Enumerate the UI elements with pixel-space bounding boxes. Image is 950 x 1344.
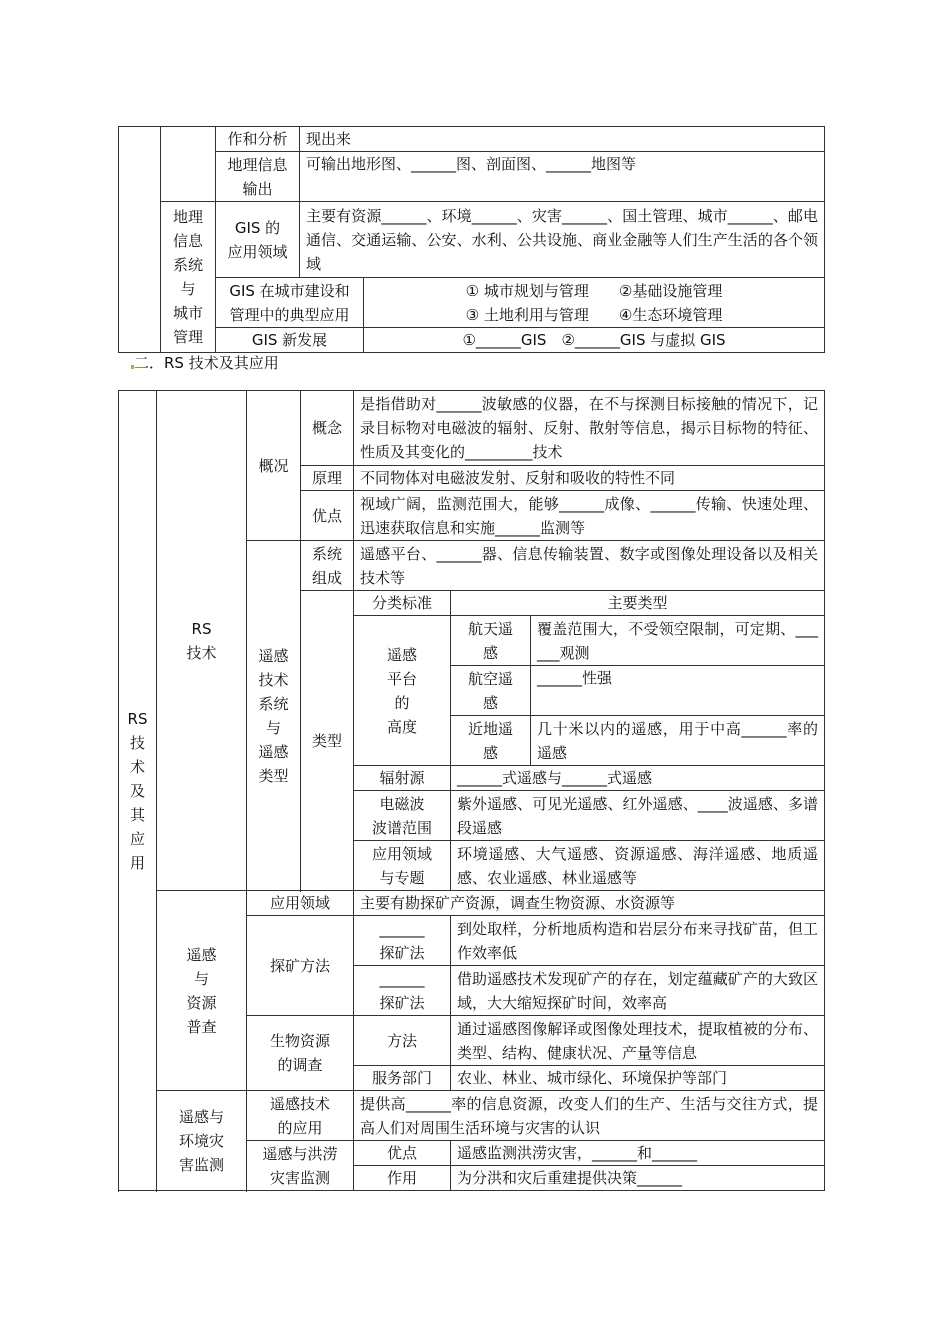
concept-content: 是指借助对______波敏感的仪器，在不与探测目标接触的情况下，记录目标物对电磁波的辐射、反射、散射等信息，揭示目标物的特征、性质及其变化的_________技术	[354, 391, 825, 466]
near-rs-content: 几十米以内的遥感，用于中高______率的遥感	[531, 716, 825, 766]
prospect-m2-label: ______ 探矿法	[354, 966, 451, 1016]
flood-adv-label: 优点	[354, 1141, 451, 1166]
system-content: 遥感平台、______器、信息传输装置、数字或图像处理设备以及相关技术等	[354, 541, 825, 591]
bio-method-label: 方法	[354, 1016, 451, 1066]
prospect-m1-label: ______ 探矿法	[354, 916, 451, 966]
app-domain-content: 主要有勘探矿产资源，调查生物资源、水资源等	[354, 891, 825, 916]
rs-root-label: RS 技 术 及 其 应 用	[119, 391, 157, 1191]
prospect-m2-content: 借助遥感技术发现矿产的存在，划定蕴藏矿产的大致区域，大大缩短探矿时间，效率高	[451, 966, 825, 1016]
domain-content: 环境遥感、大气遥感、资源遥感、海洋遥感、地质遥感、农业遥感、林业遥感等	[451, 841, 825, 891]
spectrum-label: 电磁波 波谱范围	[354, 791, 451, 841]
gis-left-blank-cell	[119, 127, 161, 353]
principle-label: 原理	[301, 466, 354, 491]
row-content-output: 可输出地形图、______图、剖面图、______地图等	[300, 152, 825, 202]
concept-label: 概念	[301, 391, 354, 466]
row-label-analysis: 作和分析	[216, 127, 300, 152]
rs-app-content: 提供高______率的信息资源，改变人们的生产、生活与交往方式，提高人们对周围生活环境与灾害的认识	[354, 1091, 825, 1141]
system-group-label: 遥感 技术 系统 与 遥感 类型	[247, 541, 301, 891]
domain-label: 应用领域 与专题	[354, 841, 451, 891]
gis-mid-blank-cell	[161, 127, 216, 202]
app-domain-label: 应用领域	[247, 891, 354, 916]
aerial-rs-label: 航空遥 感	[451, 666, 531, 716]
bio-dept-label: 服务部门	[354, 1066, 451, 1091]
prospect-label: 探矿方法	[247, 916, 354, 1016]
flood-label: 遥感与洪涝 灾害监测	[247, 1141, 354, 1191]
row-content-gis-fields: 主要有资源______、环境______、灾害______、国土管理、城市______、邮电通信、交通运输、公安、水利、公共设施、商业金融等人们生产生活的各个领域	[300, 202, 825, 278]
bio-dept-content: 农业、林业、城市绿化、环境保护等部门	[451, 1066, 825, 1091]
bio-label: 生物资源 的调查	[247, 1016, 354, 1091]
edit-mark-icon	[131, 365, 134, 369]
gis-table	[118, 126, 825, 353]
row-content-analysis: 现出来	[300, 127, 825, 152]
flood-use-label: 作用	[354, 1166, 451, 1191]
rs-app-label: 遥感技术 的应用	[247, 1091, 354, 1141]
disaster-group-label: 遥感与 环境灾 害监测	[157, 1091, 247, 1191]
flood-adv-content: 遥感监测洪涝灾害，______和______	[451, 1141, 825, 1166]
advantage-content: 视域广阔，监测范围大，能够______成像、______传输、快速处理、迅速获取信息和实施______监测等	[354, 491, 825, 541]
radiation-label: 辐射源	[354, 766, 451, 791]
resource-group-label: 遥感 与 资源 普查	[157, 891, 247, 1091]
header-types: 主要类型	[451, 591, 825, 616]
row-content-city-apps: ① 城市规划与管理 ②基础设施管理 ③ 土地利用与管理 ④生态环境管理	[364, 278, 825, 328]
aerial-rs-content: ______性强	[531, 666, 825, 716]
bio-method-content: 通过遥感图像解译或图像处理技术，提取植被的分布、类型、结构、健康状况、产量等信息	[451, 1016, 825, 1066]
space-rs-label: 航天遥 感	[451, 616, 531, 666]
advantage-label: 优点	[301, 491, 354, 541]
row-label-gis-new: GIS 新发展	[216, 328, 364, 353]
platform-height-label: 遥感 平台 的 高度	[354, 616, 451, 766]
space-rs-content: 覆盖范围大，不受领空限制，可定期、______观测	[531, 616, 825, 666]
row-label-output: 地理信息 输出	[216, 152, 300, 202]
flood-use-content: 为分洪和灾后重建提供决策______	[451, 1166, 825, 1191]
row-label-city-apps: GIS 在城市建设和 管理中的典型应用	[216, 278, 364, 328]
row-content-gis-new: ①______GIS ②______GIS 与虚拟 GIS	[364, 328, 825, 353]
rs-table	[118, 390, 825, 1191]
overview-label: 概况	[247, 391, 301, 541]
section-heading-text: 二．RS 技术及其应用	[134, 354, 279, 372]
principle-content: 不同物体对电磁波发射、反射和吸收的特性不同	[354, 466, 825, 491]
section-heading	[134, 352, 279, 374]
near-rs-label: 近地遥 感	[451, 716, 531, 766]
gis-city-group-label: 地理 信息 系统 与 城市 管理	[161, 202, 216, 353]
row-label-gis-fields: GIS 的 应用领域	[216, 202, 300, 278]
rs-tech-label: RS 技术	[157, 391, 247, 891]
prospect-m1-content: 到处取样，分析地质构造和岩层分布来寻找矿苗，但工作效率低	[451, 916, 825, 966]
types-label: 类型	[301, 591, 354, 891]
spectrum-content: 紫外遥感、可见光遥感、红外遥感、____波遥感、多谱段遥感	[451, 791, 825, 841]
system-label: 系统 组成	[301, 541, 354, 591]
radiation-content: ______式遥感与______式遥感	[451, 766, 825, 791]
header-standard: 分类标准	[354, 591, 451, 616]
